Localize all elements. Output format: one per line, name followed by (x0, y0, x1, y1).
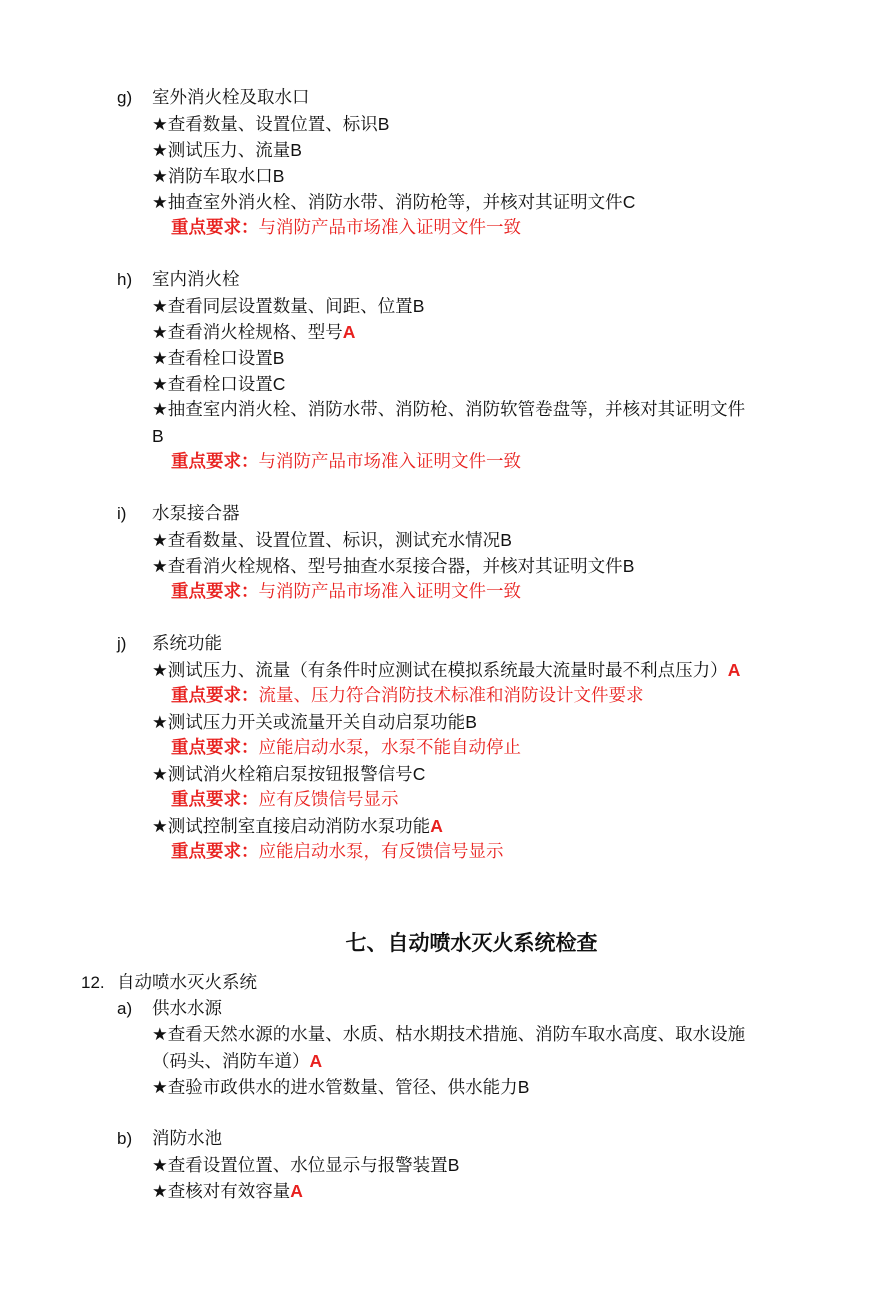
list-item: ★测试压力开关或流量开关自动启泵功能B (152, 712, 477, 733)
section-title-j: 系统功能 (152, 634, 222, 654)
section-title-i: 水泵接合器 (152, 504, 240, 524)
list-item: ★消防车取水口B (152, 166, 285, 187)
list-item: ★查看天然水源的水量、水质、枯水期技术措施、消防车取水高度、取水设施 (152, 1025, 746, 1045)
list-item: ★查看栓口设置B (152, 348, 285, 369)
section-marker-j: j) (117, 634, 127, 653)
key-requirement: 重点要求：应有反馈信号显示 (171, 790, 399, 810)
item-number: 12. (81, 973, 105, 992)
subsection-title-a: 供水水源 (152, 999, 222, 1019)
list-item: ★查看栓口设置C (152, 374, 286, 395)
section-marker-h: h) (117, 270, 133, 289)
list-item: ★查核对有效容量A (152, 1181, 303, 1202)
list-item: ★测试消火栓箱启泵按钮报警信号C (152, 764, 426, 785)
list-item-continuation: （码头、消防车道）A (152, 1051, 323, 1072)
list-item: ★抽查室内消火栓、消防水带、消防枪、消防软管卷盘等，并核对其证明文件 (152, 400, 746, 420)
section-title-g: 室外消火栓及取水口 (152, 88, 310, 108)
list-item: ★查看数量、设置位置、标识，测试充水情况B (152, 530, 512, 551)
list-item: ★查看设置位置、水位显示与报警装置B (152, 1155, 460, 1176)
subsection-marker-b: b) (117, 1129, 133, 1148)
list-item: ★查看数量、设置位置、标识B (152, 114, 390, 135)
section-marker-g: g) (117, 88, 133, 107)
subsection-title-b: 消防水池 (152, 1129, 222, 1149)
section-marker-i: i) (117, 504, 127, 523)
key-requirement: 重点要求：应能启动水泵，水泵不能自动停止 (171, 738, 521, 758)
list-item: ★查验市政供水的进水管数量、管径、供水能力B (152, 1077, 530, 1098)
list-item: ★查看同层设置数量、间距、位置B (152, 296, 425, 317)
list-item: ★查看消火栓规格、型号抽查水泵接合器，并核对其证明文件B (152, 556, 635, 577)
subsection-marker-a: a) (117, 999, 133, 1018)
list-item: ★测试压力、流量B (152, 140, 302, 161)
list-item: ★测试控制室直接启动消防水泵功能A (152, 816, 443, 837)
key-requirement: 重点要求：流量、压力符合消防技术标准和消防设计文件要求 (171, 686, 644, 706)
list-item: ★查看消火栓规格、型号A (152, 322, 356, 343)
key-requirement: 重点要求：与消防产品市场准入证明文件一致 (171, 218, 521, 238)
list-item: ★测试压力、流量（有条件时应测试在模拟系统最大流量时最不利点压力）A (152, 660, 741, 681)
chapter-heading: 七、自动喷水灭火系统检查 (345, 931, 598, 955)
section-title-h: 室内消火栓 (152, 270, 240, 290)
list-item-grade-wrap: B (152, 426, 164, 446)
list-item: ★抽查室外消火栓、消防水带、消防枪等，并核对其证明文件C (152, 192, 636, 213)
key-requirement: 重点要求：应能启动水泵，有反馈信号显示 (171, 842, 504, 862)
item-title: 自动喷水灭火系统 (117, 973, 257, 993)
key-requirement: 重点要求：与消防产品市场准入证明文件一致 (171, 582, 521, 602)
key-requirement: 重点要求：与消防产品市场准入证明文件一致 (171, 452, 521, 472)
